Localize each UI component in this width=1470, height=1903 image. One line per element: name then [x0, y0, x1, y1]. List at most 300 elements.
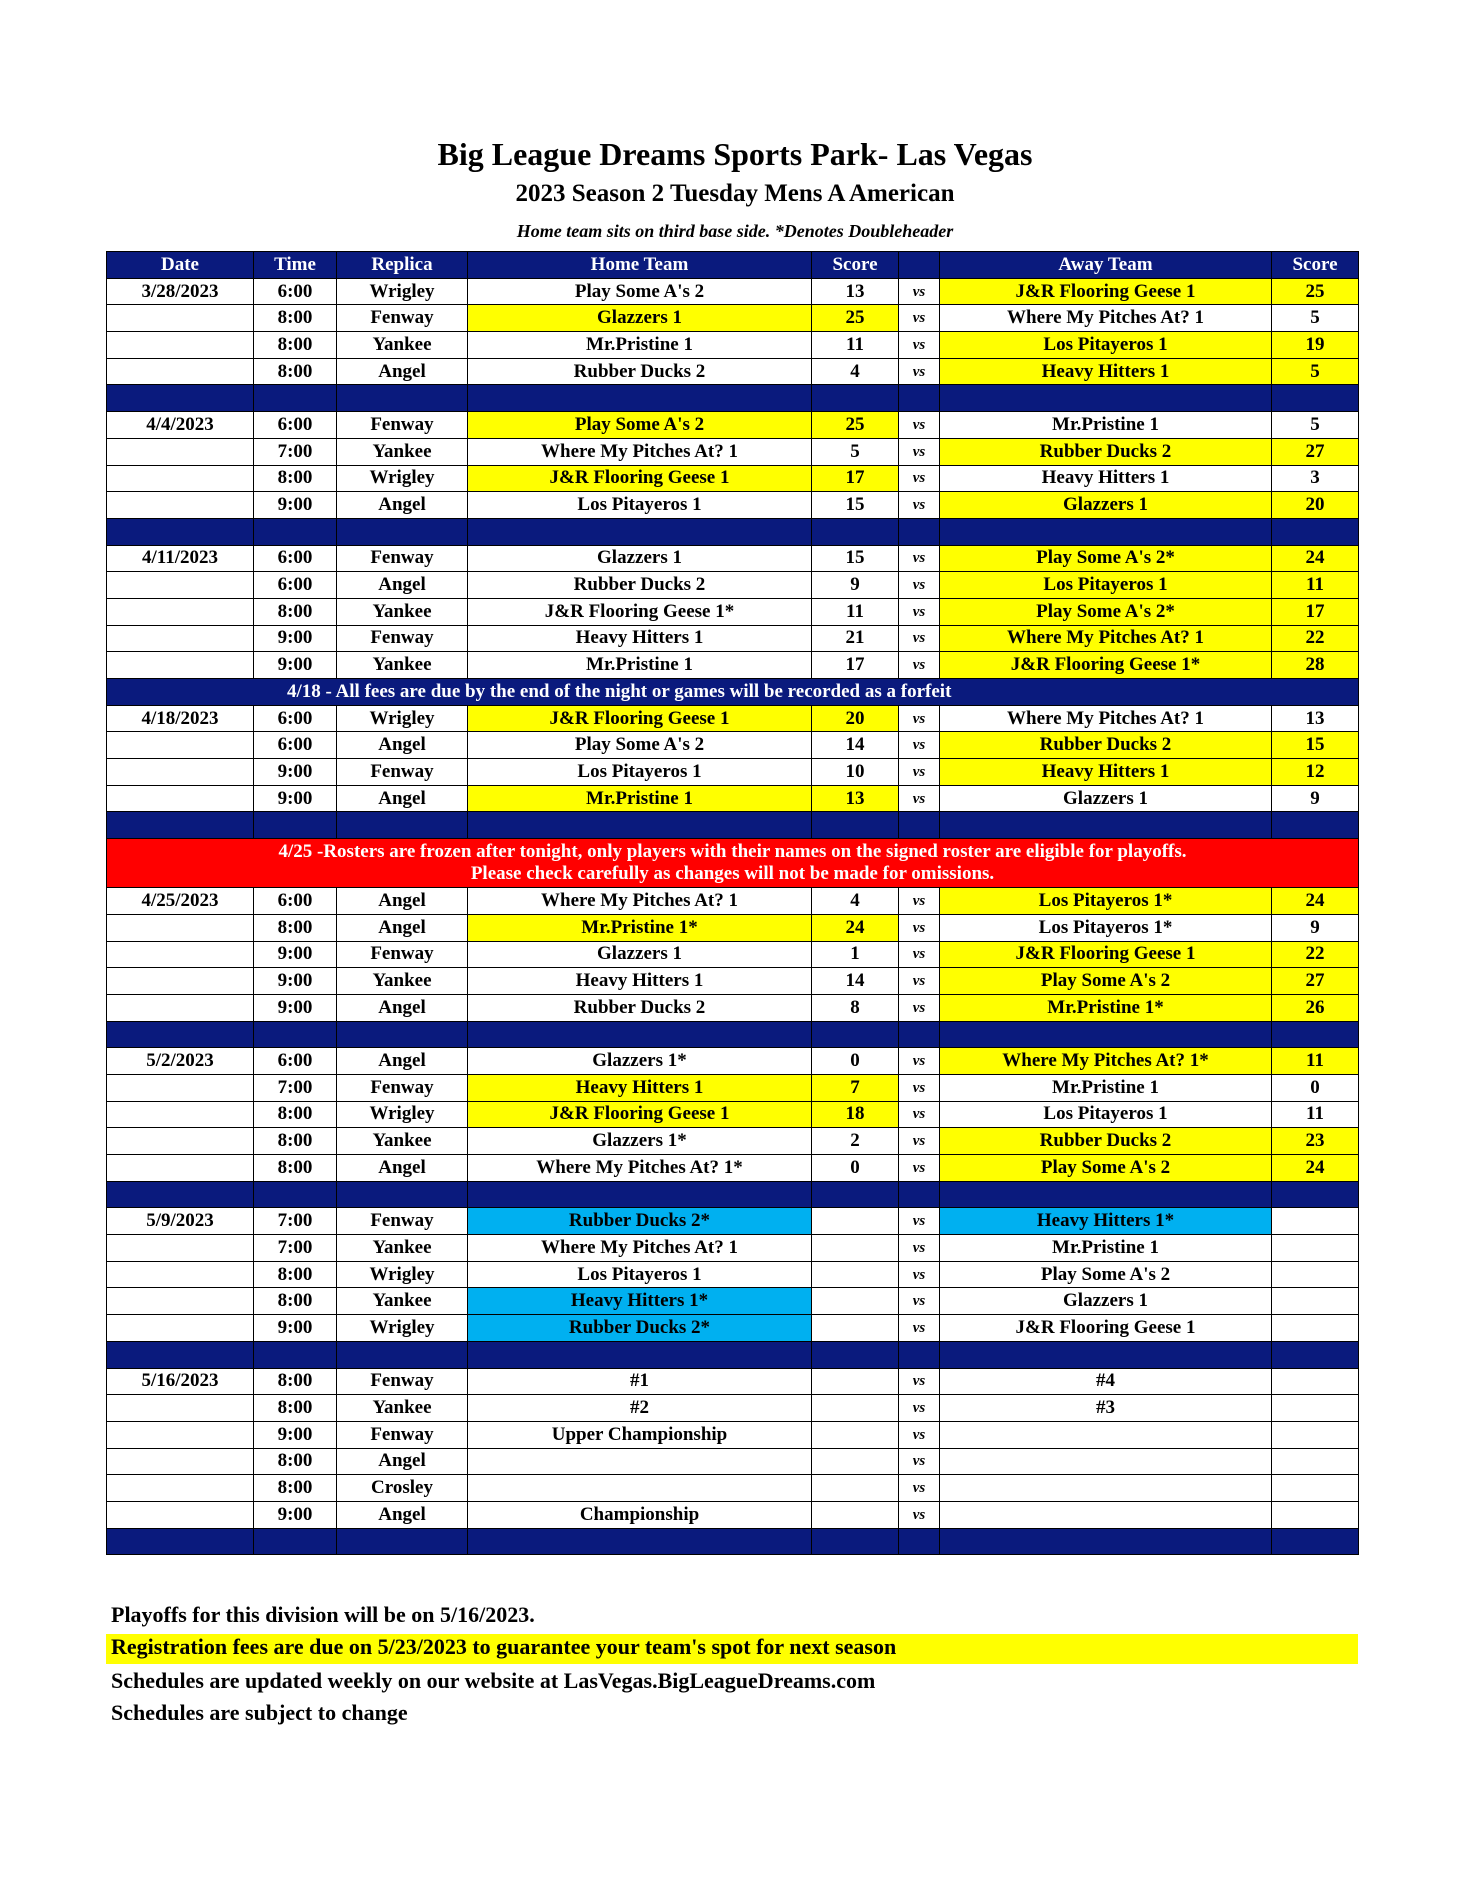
home-team: Rubber Ducks 2 — [468, 572, 812, 599]
game-date — [107, 465, 254, 492]
separator-cell — [812, 518, 899, 545]
game-time: 8:00 — [254, 1368, 337, 1395]
game-row — [107, 1101, 1359, 1128]
game-time: 8:00 — [254, 1155, 337, 1182]
separator-cell — [107, 518, 254, 545]
game-replica: Fenway — [337, 1074, 468, 1101]
separator-cell — [468, 518, 812, 545]
game-row — [107, 1155, 1359, 1182]
game-date: 5/16/2023 — [107, 1368, 254, 1395]
game-row — [107, 358, 1359, 385]
game-date — [107, 1475, 254, 1502]
game-time: 6:00 — [254, 572, 337, 599]
separator-cell — [468, 1528, 812, 1555]
home-team: Los Pitayeros 1 — [468, 759, 812, 786]
game-row — [107, 492, 1359, 519]
away-score — [1272, 1395, 1359, 1422]
home-score — [812, 1208, 899, 1235]
home-score: 4 — [812, 888, 899, 915]
game-replica: Angel — [337, 914, 468, 941]
game-time: 7:00 — [254, 1074, 337, 1101]
game-time: 8:00 — [254, 1128, 337, 1155]
game-replica: Fenway — [337, 545, 468, 572]
game-replica: Wrigley — [337, 1261, 468, 1288]
away-team: Where My Pitches At? 1 — [940, 705, 1272, 732]
vs-label: vs — [899, 1421, 940, 1448]
home-score — [812, 1448, 899, 1475]
vs-label: vs — [899, 941, 940, 968]
away-team: J&R Flooring Geese 1 — [940, 941, 1272, 968]
game-replica: Yankee — [337, 1235, 468, 1262]
game-date — [107, 1288, 254, 1315]
game-row — [107, 1421, 1359, 1448]
game-time: 9:00 — [254, 941, 337, 968]
game-row — [107, 1315, 1359, 1342]
vs-label: vs — [899, 652, 940, 679]
col-header-vs — [899, 252, 940, 279]
away-team: Heavy Hitters 1 — [940, 759, 1272, 786]
away-team: Los Pitayeros 1 — [940, 572, 1272, 599]
game-replica: Yankee — [337, 598, 468, 625]
game-replica: Wrigley — [337, 1101, 468, 1128]
away-team: Rubber Ducks 2 — [940, 1128, 1272, 1155]
home-score: 10 — [812, 759, 899, 786]
game-row — [107, 1395, 1359, 1422]
home-score: 14 — [812, 732, 899, 759]
separator-cell — [254, 1341, 337, 1368]
game-time: 6:00 — [254, 732, 337, 759]
away-team: Where My Pitches At? 1 — [940, 305, 1272, 332]
game-time: 8:00 — [254, 332, 337, 359]
vs-label: vs — [899, 1288, 940, 1315]
game-date — [107, 572, 254, 599]
game-row — [107, 1074, 1359, 1101]
footer-website-note: Schedules are updated weekly on our website at LasVegas.BigLeagueDreams.com — [111, 1668, 876, 1693]
away-score: 13 — [1272, 705, 1359, 732]
col-header-home-team: Home Team — [468, 252, 812, 279]
separator-cell — [940, 1341, 1272, 1368]
home-score — [812, 1315, 899, 1342]
game-time: 6:00 — [254, 705, 337, 732]
away-team: #4 — [940, 1368, 1272, 1395]
home-score — [812, 1501, 899, 1528]
separator-cell — [940, 1021, 1272, 1048]
game-row — [107, 941, 1359, 968]
game-date — [107, 1101, 254, 1128]
home-score: 25 — [812, 305, 899, 332]
game-date — [107, 968, 254, 995]
game-row — [107, 1501, 1359, 1528]
away-score — [1272, 1208, 1359, 1235]
away-team: Mr.Pristine 1 — [940, 1074, 1272, 1101]
separator-cell — [940, 1528, 1272, 1555]
vs-label: vs — [899, 785, 940, 812]
vs-label: vs — [899, 888, 940, 915]
separator-cell — [107, 1181, 254, 1208]
footer-change-note: Schedules are subject to change — [111, 1700, 408, 1725]
game-date — [107, 625, 254, 652]
game-time: 9:00 — [254, 968, 337, 995]
home-team: Glazzers 1 — [468, 545, 812, 572]
game-time: 8:00 — [254, 465, 337, 492]
game-date — [107, 785, 254, 812]
away-score: 9 — [1272, 785, 1359, 812]
game-time: 9:00 — [254, 492, 337, 519]
home-team: Mr.Pristine 1 — [468, 652, 812, 679]
col-header-away-score: Score — [1272, 252, 1359, 279]
away-team: Where My Pitches At? 1 — [940, 625, 1272, 652]
game-replica: Angel — [337, 492, 468, 519]
home-score — [812, 1421, 899, 1448]
away-team — [940, 1501, 1272, 1528]
home-team: Heavy Hitters 1* — [468, 1288, 812, 1315]
vs-label: vs — [899, 305, 940, 332]
vs-label: vs — [899, 492, 940, 519]
away-team: Play Some A's 2 — [940, 968, 1272, 995]
game-time: 8:00 — [254, 1475, 337, 1502]
home-score — [812, 1395, 899, 1422]
vs-label: vs — [899, 465, 940, 492]
separator-cell — [812, 385, 899, 412]
home-team: Mr.Pristine 1* — [468, 914, 812, 941]
separator-cell — [940, 385, 1272, 412]
game-replica: Yankee — [337, 1288, 468, 1315]
home-team: Rubber Ducks 2 — [468, 994, 812, 1021]
away-score: 23 — [1272, 1128, 1359, 1155]
separator-cell — [468, 812, 812, 839]
separator-cell — [899, 1341, 940, 1368]
separator-cell — [254, 518, 337, 545]
game-date: 3/28/2023 — [107, 278, 254, 305]
game-time: 6:00 — [254, 1048, 337, 1075]
game-date: 5/2/2023 — [107, 1048, 254, 1075]
game-time: 9:00 — [254, 994, 337, 1021]
game-row — [107, 1288, 1359, 1315]
vs-label: vs — [899, 1475, 940, 1502]
home-team: Los Pitayeros 1 — [468, 492, 812, 519]
vs-label: vs — [899, 625, 940, 652]
separator-cell — [899, 518, 940, 545]
game-row — [107, 598, 1359, 625]
away-team: Play Some A's 2* — [940, 598, 1272, 625]
vs-label: vs — [899, 1101, 940, 1128]
away-score: 15 — [1272, 732, 1359, 759]
roster-alert-row — [107, 839, 1359, 888]
game-time: 9:00 — [254, 1501, 337, 1528]
home-score: 20 — [812, 705, 899, 732]
separator-cell — [1272, 1341, 1359, 1368]
game-replica: Fenway — [337, 759, 468, 786]
home-score: 24 — [812, 914, 899, 941]
home-team: Where My Pitches At? 1 — [468, 888, 812, 915]
game-row — [107, 652, 1359, 679]
separator-cell — [337, 1528, 468, 1555]
home-score — [812, 1288, 899, 1315]
away-team: Rubber Ducks 2 — [940, 732, 1272, 759]
separator-cell — [1272, 1181, 1359, 1208]
away-score: 3 — [1272, 465, 1359, 492]
game-row — [107, 1208, 1359, 1235]
away-score: 27 — [1272, 968, 1359, 995]
game-time: 7:00 — [254, 1208, 337, 1235]
away-team: Mr.Pristine 1 — [940, 1235, 1272, 1262]
game-time: 8:00 — [254, 1395, 337, 1422]
col-header-replica: Replica — [337, 252, 468, 279]
home-score: 5 — [812, 438, 899, 465]
away-score: 17 — [1272, 598, 1359, 625]
separator-cell — [812, 812, 899, 839]
game-replica: Wrigley — [337, 705, 468, 732]
vs-label: vs — [899, 332, 940, 359]
game-date — [107, 1128, 254, 1155]
game-date — [107, 1501, 254, 1528]
col-header-date: Date — [107, 252, 254, 279]
away-team: Glazzers 1 — [940, 785, 1272, 812]
game-time: 6:00 — [254, 278, 337, 305]
game-replica: Fenway — [337, 1368, 468, 1395]
home-score — [812, 1235, 899, 1262]
home-score: 25 — [812, 412, 899, 439]
game-date — [107, 1155, 254, 1182]
game-date — [107, 1315, 254, 1342]
vs-label: vs — [899, 1074, 940, 1101]
separator-cell — [812, 1341, 899, 1368]
game-replica: Fenway — [337, 305, 468, 332]
separator-cell — [899, 1528, 940, 1555]
page-subtitle: 2023 Season 2 Tuesday Mens A American — [515, 180, 955, 207]
away-team — [940, 1448, 1272, 1475]
vs-label: vs — [899, 1048, 940, 1075]
vs-label: vs — [899, 572, 940, 599]
game-time: 8:00 — [254, 1448, 337, 1475]
game-time: 8:00 — [254, 598, 337, 625]
game-date — [107, 914, 254, 941]
col-header-time: Time — [254, 252, 337, 279]
game-time: 9:00 — [254, 759, 337, 786]
away-score: 25 — [1272, 278, 1359, 305]
game-replica: Yankee — [337, 652, 468, 679]
game-date — [107, 1421, 254, 1448]
game-date — [107, 332, 254, 359]
home-score — [812, 1261, 899, 1288]
game-row — [107, 332, 1359, 359]
separator-cell — [940, 812, 1272, 839]
away-score: 27 — [1272, 438, 1359, 465]
away-score — [1272, 1288, 1359, 1315]
home-team: Championship — [468, 1501, 812, 1528]
game-row — [107, 994, 1359, 1021]
away-score: 9 — [1272, 914, 1359, 941]
away-score: 5 — [1272, 412, 1359, 439]
home-team: Rubber Ducks 2 — [468, 358, 812, 385]
away-team: Glazzers 1 — [940, 492, 1272, 519]
game-replica: Yankee — [337, 1395, 468, 1422]
vs-label: vs — [899, 1235, 940, 1262]
home-score: 7 — [812, 1074, 899, 1101]
home-score: 13 — [812, 278, 899, 305]
game-replica: Fenway — [337, 1208, 468, 1235]
home-score: 14 — [812, 968, 899, 995]
home-team: #1 — [468, 1368, 812, 1395]
game-time: 9:00 — [254, 652, 337, 679]
away-score — [1272, 1421, 1359, 1448]
away-score — [1272, 1448, 1359, 1475]
home-team: J&R Flooring Geese 1 — [468, 465, 812, 492]
vs-label: vs — [899, 278, 940, 305]
separator-cell — [468, 1021, 812, 1048]
game-time: 8:00 — [254, 305, 337, 332]
roster-alert-line: 4/25 -Rosters are frozen after tonight, only players with their names on the signed roster are eligible for playoffs. — [278, 841, 1187, 863]
home-team: Where My Pitches At? 1* — [468, 1155, 812, 1182]
page-title: Big League Dreams Sports Park- Las Vegas — [437, 136, 1033, 172]
game-replica: Fenway — [337, 941, 468, 968]
home-team: J&R Flooring Geese 1* — [468, 598, 812, 625]
game-row — [107, 1048, 1359, 1075]
away-team: J&R Flooring Geese 1 — [940, 1315, 1272, 1342]
game-replica: Angel — [337, 1448, 468, 1475]
game-row — [107, 1128, 1359, 1155]
home-score: 21 — [812, 625, 899, 652]
away-team — [940, 1421, 1272, 1448]
game-row — [107, 545, 1359, 572]
separator-cell — [107, 812, 254, 839]
fee-notice-row — [107, 679, 1359, 706]
home-team: Heavy Hitters 1 — [468, 968, 812, 995]
schedule-body — [107, 278, 1359, 1555]
separator-row — [107, 518, 1359, 545]
home-score — [812, 1475, 899, 1502]
game-row — [107, 705, 1359, 732]
game-date — [107, 1448, 254, 1475]
game-replica: Fenway — [337, 1421, 468, 1448]
home-score: 2 — [812, 1128, 899, 1155]
game-replica: Angel — [337, 1501, 468, 1528]
vs-label: vs — [899, 1155, 940, 1182]
separator-cell — [468, 1181, 812, 1208]
game-date: 4/4/2023 — [107, 412, 254, 439]
game-replica: Wrigley — [337, 465, 468, 492]
game-row — [107, 1261, 1359, 1288]
vs-label: vs — [899, 1501, 940, 1528]
away-score: 24 — [1272, 545, 1359, 572]
away-score: 24 — [1272, 1155, 1359, 1182]
separator-row — [107, 812, 1359, 839]
vs-label: vs — [899, 1395, 940, 1422]
game-replica: Angel — [337, 1048, 468, 1075]
game-row — [107, 785, 1359, 812]
away-team: Play Some A's 2* — [940, 545, 1272, 572]
game-date: 4/11/2023 — [107, 545, 254, 572]
footer-playoffs-note: Playoffs for this division will be on 5/16/2023. — [111, 1602, 535, 1627]
away-score: 11 — [1272, 1048, 1359, 1075]
game-row — [107, 465, 1359, 492]
game-date — [107, 1395, 254, 1422]
home-score: 9 — [812, 572, 899, 599]
away-score: 5 — [1272, 358, 1359, 385]
separator-cell — [254, 385, 337, 412]
separator-cell — [812, 1528, 899, 1555]
separator-cell — [337, 518, 468, 545]
game-replica: Angel — [337, 358, 468, 385]
col-header-home-score: Score — [812, 252, 899, 279]
away-team: Los Pitayeros 1 — [940, 332, 1272, 359]
away-score: 12 — [1272, 759, 1359, 786]
game-time: 7:00 — [254, 1235, 337, 1262]
game-date — [107, 438, 254, 465]
vs-label: vs — [899, 732, 940, 759]
game-row — [107, 968, 1359, 995]
roster-alert-line: Please check carefully as changes will not be made for omissions. — [470, 863, 995, 885]
game-time: 8:00 — [254, 1288, 337, 1315]
game-date — [107, 759, 254, 786]
home-team: Heavy Hitters 1 — [468, 1074, 812, 1101]
schedule-table — [106, 251, 1359, 1555]
game-row — [107, 412, 1359, 439]
separator-cell — [337, 385, 468, 412]
col-header-away-team: Away Team — [940, 252, 1272, 279]
vs-label: vs — [899, 545, 940, 572]
separator-cell — [899, 1181, 940, 1208]
home-team: Rubber Ducks 2* — [468, 1208, 812, 1235]
separator-row — [107, 1341, 1359, 1368]
separator-cell — [812, 1181, 899, 1208]
home-team: Los Pitayeros 1 — [468, 1261, 812, 1288]
separator-cell — [468, 1341, 812, 1368]
home-team — [468, 1475, 812, 1502]
away-score: 5 — [1272, 305, 1359, 332]
game-time: 6:00 — [254, 888, 337, 915]
home-score: 4 — [812, 358, 899, 385]
game-date — [107, 732, 254, 759]
home-team: Play Some A's 2 — [468, 278, 812, 305]
separator-cell — [468, 385, 812, 412]
game-date — [107, 1074, 254, 1101]
separator-row — [107, 385, 1359, 412]
separator-cell — [940, 1181, 1272, 1208]
away-team: Los Pitayeros 1* — [940, 888, 1272, 915]
home-team: Play Some A's 2 — [468, 412, 812, 439]
home-score: 15 — [812, 545, 899, 572]
vs-label: vs — [899, 994, 940, 1021]
game-date — [107, 598, 254, 625]
away-team: Rubber Ducks 2 — [940, 438, 1272, 465]
vs-label: vs — [899, 1315, 940, 1342]
separator-cell — [337, 812, 468, 839]
away-score: 22 — [1272, 625, 1359, 652]
away-team: J&R Flooring Geese 1* — [940, 652, 1272, 679]
game-replica: Crosley — [337, 1475, 468, 1502]
away-score — [1272, 1261, 1359, 1288]
home-team — [468, 1448, 812, 1475]
away-team: Glazzers 1 — [940, 1288, 1272, 1315]
separator-cell — [254, 1528, 337, 1555]
away-team: Los Pitayeros 1* — [940, 914, 1272, 941]
vs-label: vs — [899, 1448, 940, 1475]
away-team: Mr.Pristine 1* — [940, 994, 1272, 1021]
game-row — [107, 1235, 1359, 1262]
away-team: Heavy Hitters 1 — [940, 358, 1272, 385]
home-score: 1 — [812, 941, 899, 968]
separator-cell — [107, 1021, 254, 1048]
separator-cell — [940, 518, 1272, 545]
home-score: 13 — [812, 785, 899, 812]
game-row — [107, 914, 1359, 941]
away-team: Heavy Hitters 1 — [940, 465, 1272, 492]
away-score — [1272, 1235, 1359, 1262]
game-replica: Angel — [337, 888, 468, 915]
separator-cell — [899, 385, 940, 412]
home-score: 17 — [812, 652, 899, 679]
